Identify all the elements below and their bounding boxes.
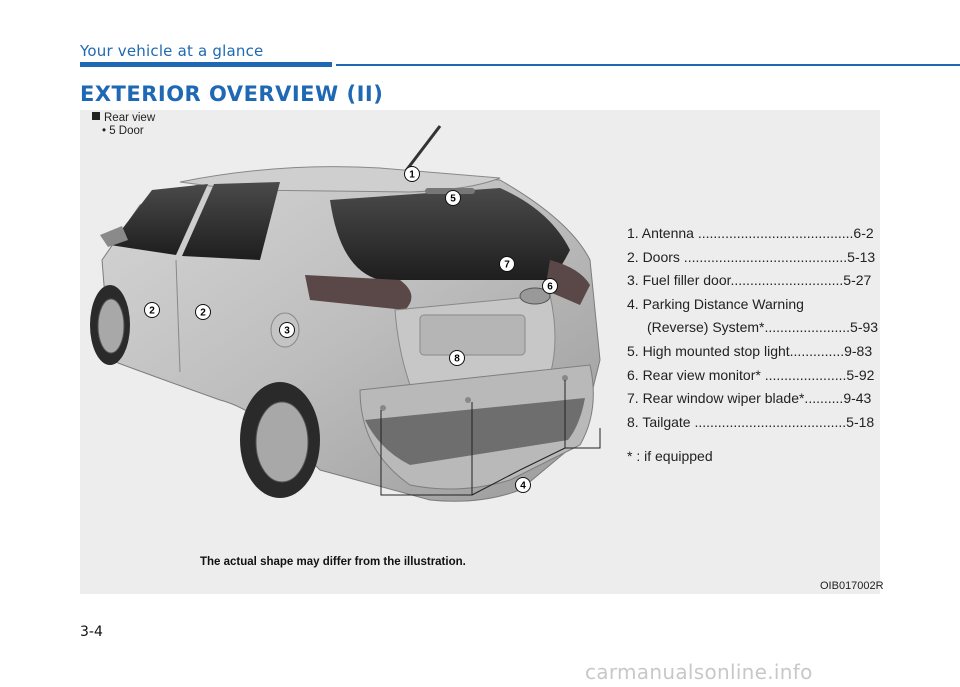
legend-item [627, 293, 877, 340]
callout-5 [446, 191, 461, 206]
svg-text:8: 8 [454, 353, 460, 365]
callout-6 [543, 279, 558, 294]
svg-text:1: 1 [409, 169, 415, 181]
rim-front [98, 299, 124, 353]
callout-7 [500, 257, 515, 272]
sensor-2 [465, 397, 471, 403]
legend-item: 1. Antenna ........................................6-2 [627, 225, 874, 241]
section-rule-thick [80, 62, 332, 67]
view-variant: • 5 Door [102, 125, 144, 137]
callout-3 [280, 323, 295, 338]
svg-text:4: 4 [520, 480, 526, 492]
svg-text:5: 5 [450, 193, 456, 205]
rim-rear [256, 402, 308, 482]
legend-item: 8. Tailgate .......................................5-18 [627, 413, 875, 430]
svg-text:2: 2 [149, 305, 155, 317]
section-rule-thin [336, 64, 960, 66]
view-label [92, 111, 155, 125]
bullet-square-icon [92, 112, 100, 120]
watermark: carmanualsonline.info [585, 660, 813, 684]
legend-item: 6. Rear view monitor* .....................5-92 [627, 366, 875, 383]
legend-item: 2. Doors ..........................................5-13 [627, 248, 876, 265]
antenna [405, 126, 440, 172]
equipment-note: * : if equipped [627, 448, 713, 464]
component-legend [627, 222, 877, 434]
legend-item-line1: 4. Parking Distance Warning [627, 295, 804, 312]
page-number: 3-4 [80, 624, 103, 640]
license-recess [420, 315, 525, 355]
section-title: Your vehicle at a glance [80, 42, 264, 60]
svg-text:3: 3 [284, 325, 290, 337]
legend-item: 7. Rear window wiper blade*..........9-43 [627, 390, 872, 407]
callout-2b [196, 305, 211, 320]
callout-2a [145, 303, 160, 318]
callout-8 [450, 351, 465, 366]
callout-1 [405, 167, 420, 182]
callout-4 [516, 478, 531, 493]
illustration-code: OIB017002R [820, 580, 884, 592]
svg-text:6: 6 [547, 281, 553, 293]
svg-text:2: 2 [200, 307, 206, 319]
page-title: EXTERIOR OVERVIEW (II) [80, 82, 384, 106]
illustration-disclaimer: The actual shape may differ from the illustration. [200, 556, 466, 568]
svg-text:7: 7 [504, 259, 510, 271]
legend-item: 5. High mounted stop light..............9-83 [627, 342, 873, 359]
legend-item: 3. Fuel filler door.............................5-27 [627, 272, 872, 289]
view-label-text: Rear view [104, 112, 156, 124]
legend-item-line2: (Reverse) System*......................5-93 [647, 319, 879, 336]
